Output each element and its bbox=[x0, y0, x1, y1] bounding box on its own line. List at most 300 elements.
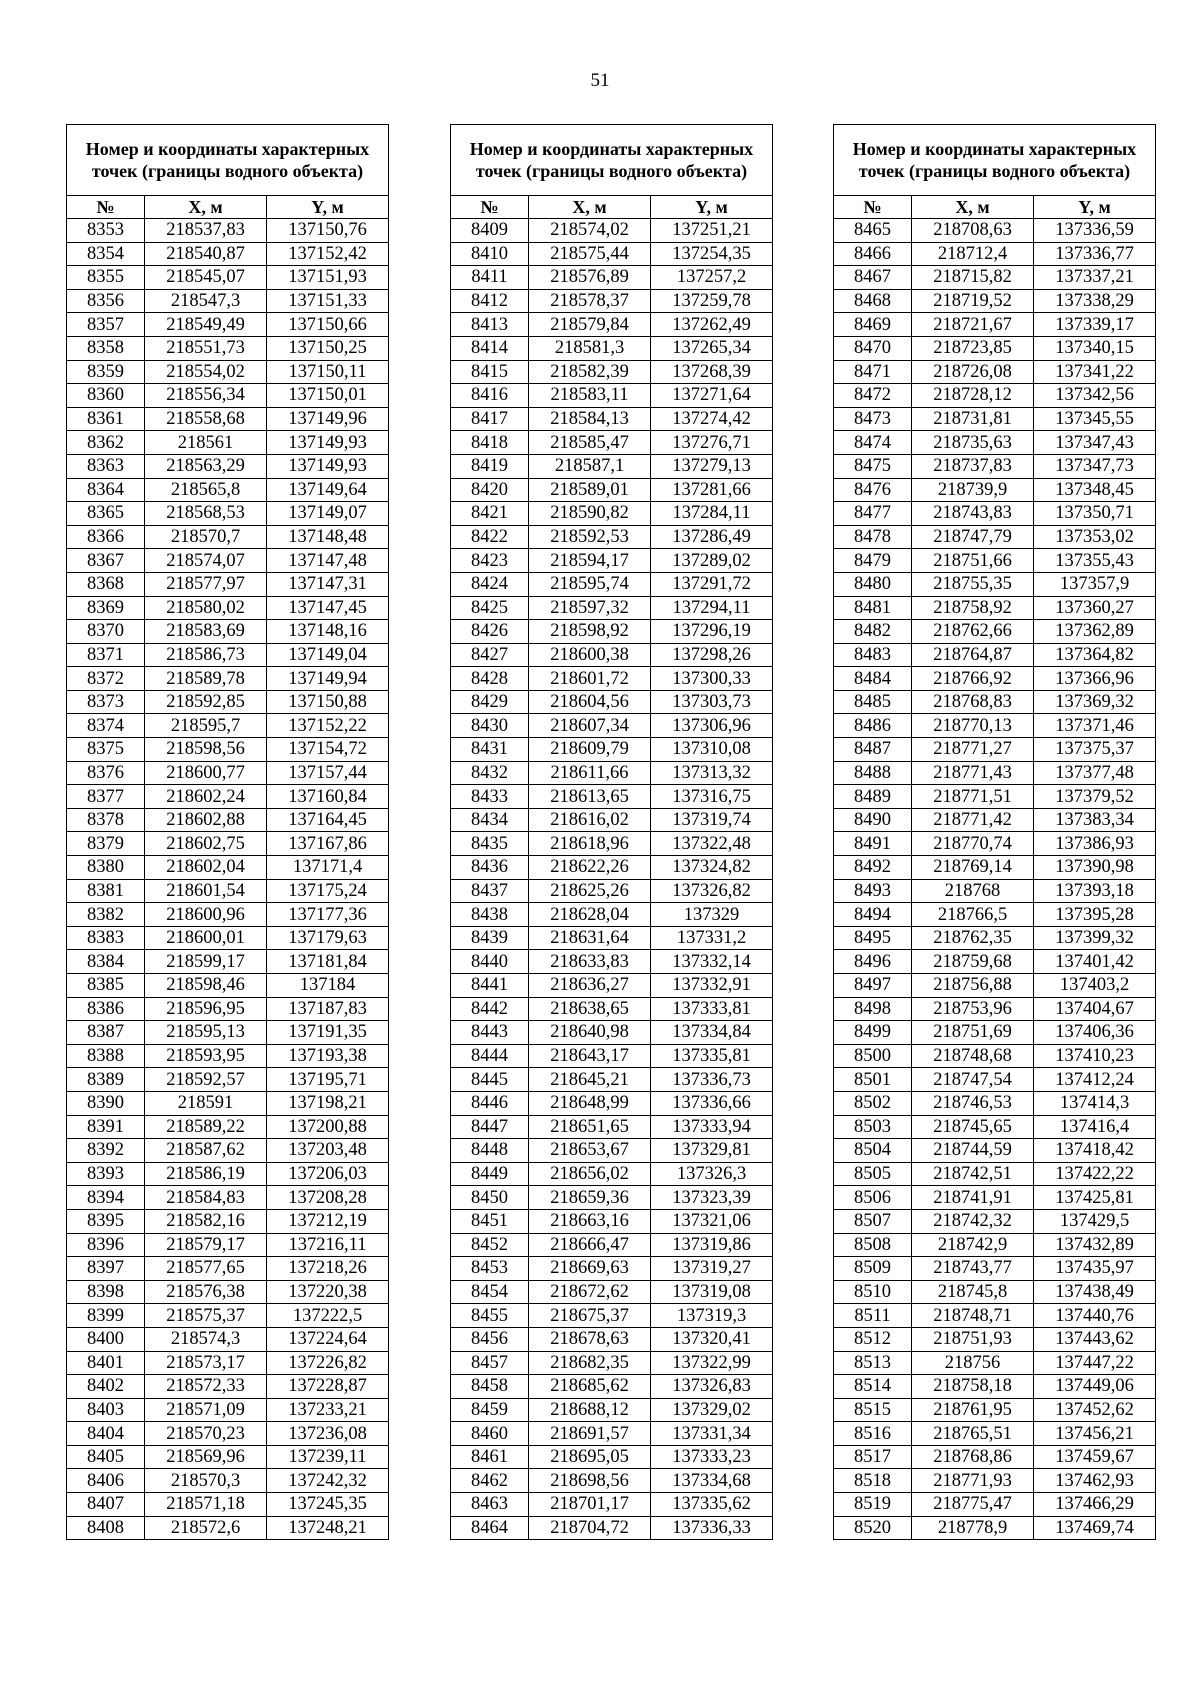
y-coordinate-cell: 137160,84 bbox=[267, 785, 389, 809]
table-row bbox=[67, 242, 389, 266]
x-coordinate-cell: 218580,02 bbox=[145, 596, 267, 620]
table-row bbox=[834, 997, 1156, 1021]
table-row bbox=[67, 1115, 389, 1139]
point-number-cell: 8512 bbox=[834, 1327, 912, 1351]
point-number-cell: 8393 bbox=[67, 1162, 145, 1186]
point-number-cell: 8497 bbox=[834, 974, 912, 998]
x-coordinate-cell: 218545,07 bbox=[145, 266, 267, 290]
table-row bbox=[451, 738, 773, 762]
point-number-cell: 8421 bbox=[451, 502, 529, 526]
y-coordinate-cell: 137333,23 bbox=[651, 1445, 773, 1469]
x-coordinate-cell: 218574,07 bbox=[145, 549, 267, 573]
x-coordinate-cell: 218669,63 bbox=[529, 1257, 651, 1281]
y-coordinate-cell: 137226,82 bbox=[267, 1351, 389, 1375]
x-coordinate-cell: 218576,89 bbox=[529, 266, 651, 290]
y-coordinate-cell: 137208,28 bbox=[267, 1186, 389, 1210]
x-coordinate-cell: 218595,7 bbox=[145, 714, 267, 738]
y-coordinate-cell: 137147,45 bbox=[267, 596, 389, 620]
x-coordinate-cell: 218745,65 bbox=[912, 1115, 1034, 1139]
point-number-cell: 8419 bbox=[451, 454, 529, 478]
point-number-cell: 8389 bbox=[67, 1068, 145, 1092]
x-coordinate-cell: 218622,26 bbox=[529, 856, 651, 880]
point-number-cell: 8439 bbox=[451, 926, 529, 950]
y-coordinate-cell: 137147,48 bbox=[267, 549, 389, 573]
x-coordinate-cell: 218645,21 bbox=[529, 1068, 651, 1092]
point-number-cell: 8470 bbox=[834, 336, 912, 360]
point-number-cell: 8416 bbox=[451, 384, 529, 408]
x-coordinate-cell: 218768 bbox=[912, 879, 1034, 903]
table-row bbox=[451, 808, 773, 832]
table-row bbox=[451, 997, 773, 1021]
table-row bbox=[834, 620, 1156, 644]
table-row bbox=[451, 242, 773, 266]
y-coordinate-cell: 137360,27 bbox=[1034, 596, 1156, 620]
table-row bbox=[834, 1280, 1156, 1304]
point-number-cell: 8410 bbox=[451, 242, 529, 266]
x-coordinate-cell: 218582,39 bbox=[529, 360, 651, 384]
table-row bbox=[834, 1115, 1156, 1139]
y-coordinate-cell: 137239,11 bbox=[267, 1445, 389, 1469]
coordinates-table-3 bbox=[833, 124, 1156, 1540]
point-number-cell: 8508 bbox=[834, 1233, 912, 1257]
table-row bbox=[451, 336, 773, 360]
table-row bbox=[67, 313, 389, 337]
y-coordinate-cell: 137371,46 bbox=[1034, 714, 1156, 738]
y-coordinate-cell: 137395,28 bbox=[1034, 903, 1156, 927]
x-coordinate-cell: 218571,09 bbox=[145, 1398, 267, 1422]
y-coordinate-cell: 137336,33 bbox=[651, 1516, 773, 1540]
point-number-cell: 8492 bbox=[834, 856, 912, 880]
point-number-cell: 8432 bbox=[451, 761, 529, 785]
x-coordinate-cell: 218563,29 bbox=[145, 454, 267, 478]
x-coordinate-cell: 218589,22 bbox=[145, 1115, 267, 1139]
x-coordinate-cell: 218570,23 bbox=[145, 1422, 267, 1446]
point-number-cell: 8369 bbox=[67, 596, 145, 620]
point-number-cell: 8367 bbox=[67, 549, 145, 573]
y-coordinate-cell: 137338,29 bbox=[1034, 289, 1156, 313]
table-row bbox=[451, 431, 773, 455]
point-number-cell: 8446 bbox=[451, 1091, 529, 1115]
point-number-cell: 8370 bbox=[67, 620, 145, 644]
x-coordinate-cell: 218601,54 bbox=[145, 879, 267, 903]
y-coordinate-cell: 137357,9 bbox=[1034, 572, 1156, 596]
point-number-cell: 8454 bbox=[451, 1280, 529, 1304]
x-coordinate-cell: 218577,65 bbox=[145, 1257, 267, 1281]
point-number-cell: 8359 bbox=[67, 360, 145, 384]
y-coordinate-cell: 137414,3 bbox=[1034, 1091, 1156, 1115]
table-row bbox=[67, 1186, 389, 1210]
table-row bbox=[834, 1068, 1156, 1092]
table-row bbox=[67, 502, 389, 526]
column-header-number: № bbox=[451, 196, 529, 219]
x-coordinate-cell: 218747,79 bbox=[912, 525, 1034, 549]
point-number-cell: 8505 bbox=[834, 1162, 912, 1186]
y-coordinate-cell: 137179,63 bbox=[267, 926, 389, 950]
table-row bbox=[834, 313, 1156, 337]
table-row bbox=[834, 525, 1156, 549]
point-number-cell: 8404 bbox=[67, 1422, 145, 1446]
point-number-cell: 8403 bbox=[67, 1398, 145, 1422]
point-number-cell: 8489 bbox=[834, 785, 912, 809]
table-row bbox=[834, 808, 1156, 832]
y-coordinate-cell: 137337,21 bbox=[1034, 266, 1156, 290]
table-row bbox=[67, 336, 389, 360]
table-row bbox=[67, 1398, 389, 1422]
point-number-cell: 8385 bbox=[67, 974, 145, 998]
x-coordinate-cell: 218723,85 bbox=[912, 336, 1034, 360]
y-coordinate-cell: 137149,04 bbox=[267, 643, 389, 667]
x-coordinate-cell: 218640,98 bbox=[529, 1021, 651, 1045]
table-row bbox=[67, 879, 389, 903]
x-coordinate-cell: 218574,3 bbox=[145, 1327, 267, 1351]
point-number-cell: 8354 bbox=[67, 242, 145, 266]
x-coordinate-cell: 218756,88 bbox=[912, 974, 1034, 998]
table-row bbox=[67, 1422, 389, 1446]
table-row bbox=[451, 903, 773, 927]
table-row bbox=[67, 620, 389, 644]
table-row bbox=[834, 1516, 1156, 1540]
point-number-cell: 8412 bbox=[451, 289, 529, 313]
table-row bbox=[451, 1257, 773, 1281]
point-number-cell: 8487 bbox=[834, 738, 912, 762]
x-coordinate-cell: 218625,26 bbox=[529, 879, 651, 903]
y-coordinate-cell: 137350,71 bbox=[1034, 502, 1156, 526]
table-row bbox=[451, 1186, 773, 1210]
x-coordinate-cell: 218595,74 bbox=[529, 572, 651, 596]
x-coordinate-cell: 218598,92 bbox=[529, 620, 651, 644]
y-coordinate-cell: 137149,07 bbox=[267, 502, 389, 526]
y-coordinate-cell: 137286,49 bbox=[651, 525, 773, 549]
y-coordinate-cell: 137326,3 bbox=[651, 1162, 773, 1186]
point-number-cell: 8518 bbox=[834, 1469, 912, 1493]
point-number-cell: 8386 bbox=[67, 997, 145, 1021]
y-coordinate-cell: 137425,81 bbox=[1034, 1186, 1156, 1210]
x-coordinate-cell: 218600,77 bbox=[145, 761, 267, 785]
point-number-cell: 8380 bbox=[67, 856, 145, 880]
point-number-cell: 8408 bbox=[67, 1516, 145, 1540]
table-row bbox=[834, 643, 1156, 667]
point-number-cell: 8363 bbox=[67, 454, 145, 478]
point-number-cell: 8398 bbox=[67, 1280, 145, 1304]
point-number-cell: 8374 bbox=[67, 714, 145, 738]
point-number-cell: 8405 bbox=[67, 1445, 145, 1469]
x-coordinate-cell: 218726,08 bbox=[912, 360, 1034, 384]
table-row bbox=[67, 667, 389, 691]
table-row bbox=[67, 1327, 389, 1351]
point-number-cell: 8364 bbox=[67, 478, 145, 502]
table-row bbox=[834, 266, 1156, 290]
x-coordinate-cell: 218596,95 bbox=[145, 997, 267, 1021]
x-coordinate-cell: 218628,04 bbox=[529, 903, 651, 927]
table-row bbox=[67, 1139, 389, 1163]
x-coordinate-cell: 218570,3 bbox=[145, 1469, 267, 1493]
x-coordinate-cell: 218651,65 bbox=[529, 1115, 651, 1139]
point-number-cell: 8422 bbox=[451, 525, 529, 549]
table-row bbox=[451, 667, 773, 691]
x-coordinate-cell: 218586,73 bbox=[145, 643, 267, 667]
table-row bbox=[834, 1422, 1156, 1446]
x-coordinate-cell: 218638,65 bbox=[529, 997, 651, 1021]
x-coordinate-cell: 218663,16 bbox=[529, 1209, 651, 1233]
table-row bbox=[451, 1044, 773, 1068]
y-coordinate-cell: 137319,74 bbox=[651, 808, 773, 832]
point-number-cell: 8510 bbox=[834, 1280, 912, 1304]
point-number-cell: 8376 bbox=[67, 761, 145, 785]
point-number-cell: 8455 bbox=[451, 1304, 529, 1328]
table-row bbox=[67, 1257, 389, 1281]
y-coordinate-cell: 137291,72 bbox=[651, 572, 773, 596]
table-row bbox=[834, 1398, 1156, 1422]
point-number-cell: 8453 bbox=[451, 1257, 529, 1281]
table-row bbox=[451, 1327, 773, 1351]
x-coordinate-cell: 218715,82 bbox=[912, 266, 1034, 290]
point-number-cell: 8406 bbox=[67, 1469, 145, 1493]
column-header-x: X, м bbox=[529, 196, 651, 219]
x-coordinate-cell: 218712,4 bbox=[912, 242, 1034, 266]
point-number-cell: 8384 bbox=[67, 950, 145, 974]
x-coordinate-cell: 218719,52 bbox=[912, 289, 1034, 313]
x-coordinate-cell: 218594,17 bbox=[529, 549, 651, 573]
point-number-cell: 8358 bbox=[67, 336, 145, 360]
point-number-cell: 8420 bbox=[451, 478, 529, 502]
y-coordinate-cell: 137347,73 bbox=[1034, 454, 1156, 478]
point-number-cell: 8452 bbox=[451, 1233, 529, 1257]
x-coordinate-cell: 218584,13 bbox=[529, 407, 651, 431]
table-row bbox=[451, 407, 773, 431]
point-number-cell: 8445 bbox=[451, 1068, 529, 1092]
x-coordinate-cell: 218748,68 bbox=[912, 1044, 1034, 1068]
x-coordinate-cell: 218653,67 bbox=[529, 1139, 651, 1163]
table-row bbox=[451, 1162, 773, 1186]
x-coordinate-cell: 218636,27 bbox=[529, 974, 651, 998]
table-row bbox=[834, 360, 1156, 384]
point-number-cell: 8438 bbox=[451, 903, 529, 927]
x-coordinate-cell: 218556,34 bbox=[145, 384, 267, 408]
y-coordinate-cell: 137324,82 bbox=[651, 856, 773, 880]
page-number: 51 bbox=[590, 70, 610, 91]
y-coordinate-cell: 137456,21 bbox=[1034, 1422, 1156, 1446]
y-coordinate-cell: 137329,02 bbox=[651, 1398, 773, 1422]
x-coordinate-cell: 218618,96 bbox=[529, 832, 651, 856]
y-coordinate-cell: 137200,88 bbox=[267, 1115, 389, 1139]
y-coordinate-cell: 137348,45 bbox=[1034, 478, 1156, 502]
table-row bbox=[834, 596, 1156, 620]
table-row bbox=[67, 997, 389, 1021]
x-coordinate-cell: 218688,12 bbox=[529, 1398, 651, 1422]
table-row bbox=[451, 596, 773, 620]
point-number-cell: 8520 bbox=[834, 1516, 912, 1540]
table-row bbox=[451, 1091, 773, 1115]
y-coordinate-cell: 137152,42 bbox=[267, 242, 389, 266]
y-coordinate-cell: 137157,44 bbox=[267, 761, 389, 785]
table-row bbox=[834, 1209, 1156, 1233]
point-number-cell: 8378 bbox=[67, 808, 145, 832]
table-row bbox=[451, 926, 773, 950]
table-row bbox=[834, 714, 1156, 738]
y-coordinate-cell: 137218,26 bbox=[267, 1257, 389, 1281]
table-row bbox=[834, 407, 1156, 431]
y-coordinate-cell: 137462,93 bbox=[1034, 1469, 1156, 1493]
x-coordinate-cell: 218607,34 bbox=[529, 714, 651, 738]
y-coordinate-cell: 137198,21 bbox=[267, 1091, 389, 1115]
y-coordinate-cell: 137321,06 bbox=[651, 1209, 773, 1233]
point-number-cell: 8516 bbox=[834, 1422, 912, 1446]
y-coordinate-cell: 137150,66 bbox=[267, 313, 389, 337]
table-row bbox=[67, 832, 389, 856]
table-group-header: Номер и координаты характерных точек (границы водного объекта) bbox=[834, 125, 1156, 196]
y-coordinate-cell: 137236,08 bbox=[267, 1422, 389, 1446]
table-row bbox=[451, 714, 773, 738]
table-row bbox=[451, 1422, 773, 1446]
x-coordinate-cell: 218554,02 bbox=[145, 360, 267, 384]
point-number-cell: 8472 bbox=[834, 384, 912, 408]
point-number-cell: 8449 bbox=[451, 1162, 529, 1186]
table-row bbox=[451, 1351, 773, 1375]
point-number-cell: 8493 bbox=[834, 879, 912, 903]
y-coordinate-cell: 137150,76 bbox=[267, 219, 389, 243]
point-number-cell: 8411 bbox=[451, 266, 529, 290]
y-coordinate-cell: 137296,19 bbox=[651, 620, 773, 644]
point-number-cell: 8499 bbox=[834, 1021, 912, 1045]
point-number-cell: 8477 bbox=[834, 502, 912, 526]
point-number-cell: 8366 bbox=[67, 525, 145, 549]
table-row bbox=[834, 502, 1156, 526]
x-coordinate-cell: 218745,8 bbox=[912, 1280, 1034, 1304]
point-number-cell: 8457 bbox=[451, 1351, 529, 1375]
table-row bbox=[834, 549, 1156, 573]
y-coordinate-cell: 137322,99 bbox=[651, 1351, 773, 1375]
table-row bbox=[834, 1304, 1156, 1328]
x-coordinate-cell: 218551,73 bbox=[145, 336, 267, 360]
y-coordinate-cell: 137284,11 bbox=[651, 502, 773, 526]
table-row bbox=[834, 832, 1156, 856]
y-coordinate-cell: 137323,39 bbox=[651, 1186, 773, 1210]
y-coordinate-cell: 137375,37 bbox=[1034, 738, 1156, 762]
y-coordinate-cell: 137340,15 bbox=[1034, 336, 1156, 360]
table-row bbox=[834, 667, 1156, 691]
x-coordinate-cell: 218537,83 bbox=[145, 219, 267, 243]
y-coordinate-cell: 137319,08 bbox=[651, 1280, 773, 1304]
x-coordinate-cell: 218613,65 bbox=[529, 785, 651, 809]
y-coordinate-cell: 137306,96 bbox=[651, 714, 773, 738]
table-row bbox=[451, 1233, 773, 1257]
y-coordinate-cell: 137364,82 bbox=[1034, 643, 1156, 667]
column-header-x: X, м bbox=[912, 196, 1034, 219]
y-coordinate-cell: 137216,11 bbox=[267, 1233, 389, 1257]
point-number-cell: 8471 bbox=[834, 360, 912, 384]
y-coordinate-cell: 137326,83 bbox=[651, 1375, 773, 1399]
table-row bbox=[451, 950, 773, 974]
point-number-cell: 8391 bbox=[67, 1115, 145, 1139]
point-number-cell: 8381 bbox=[67, 879, 145, 903]
point-number-cell: 8466 bbox=[834, 242, 912, 266]
point-number-cell: 8491 bbox=[834, 832, 912, 856]
y-coordinate-cell: 137447,22 bbox=[1034, 1351, 1156, 1375]
x-coordinate-cell: 218582,16 bbox=[145, 1209, 267, 1233]
point-number-cell: 8382 bbox=[67, 903, 145, 927]
x-coordinate-cell: 218743,77 bbox=[912, 1257, 1034, 1281]
y-coordinate-cell: 137147,31 bbox=[267, 572, 389, 596]
table-row bbox=[67, 1516, 389, 1540]
y-coordinate-cell: 137412,24 bbox=[1034, 1068, 1156, 1092]
x-coordinate-cell: 218731,81 bbox=[912, 407, 1034, 431]
point-number-cell: 8476 bbox=[834, 478, 912, 502]
y-coordinate-cell: 137435,97 bbox=[1034, 1257, 1156, 1281]
point-number-cell: 8447 bbox=[451, 1115, 529, 1139]
table-group-header: Номер и координаты характерных точек (границы водного объекта) bbox=[67, 125, 389, 196]
x-coordinate-cell: 218565,8 bbox=[145, 478, 267, 502]
table-row bbox=[834, 879, 1156, 903]
y-coordinate-cell: 137212,19 bbox=[267, 1209, 389, 1233]
y-coordinate-cell: 137335,81 bbox=[651, 1044, 773, 1068]
y-coordinate-cell: 137429,5 bbox=[1034, 1209, 1156, 1233]
table-row bbox=[834, 738, 1156, 762]
y-coordinate-cell: 137259,78 bbox=[651, 289, 773, 313]
table-row bbox=[67, 596, 389, 620]
x-coordinate-cell: 218540,87 bbox=[145, 242, 267, 266]
point-number-cell: 8481 bbox=[834, 596, 912, 620]
x-coordinate-cell: 218604,56 bbox=[529, 690, 651, 714]
table-row bbox=[67, 289, 389, 313]
table-row bbox=[834, 336, 1156, 360]
y-coordinate-cell: 137459,67 bbox=[1034, 1445, 1156, 1469]
point-number-cell: 8509 bbox=[834, 1257, 912, 1281]
x-coordinate-cell: 218592,85 bbox=[145, 690, 267, 714]
y-coordinate-cell: 137150,88 bbox=[267, 690, 389, 714]
y-coordinate-cell: 137366,96 bbox=[1034, 667, 1156, 691]
x-coordinate-cell: 218742,51 bbox=[912, 1162, 1034, 1186]
table-row bbox=[451, 289, 773, 313]
y-coordinate-cell: 137469,74 bbox=[1034, 1516, 1156, 1540]
point-number-cell: 8426 bbox=[451, 620, 529, 644]
point-number-cell: 8371 bbox=[67, 643, 145, 667]
x-coordinate-cell: 218585,47 bbox=[529, 431, 651, 455]
table-row bbox=[67, 1469, 389, 1493]
table-row bbox=[451, 832, 773, 856]
x-coordinate-cell: 218558,68 bbox=[145, 407, 267, 431]
x-coordinate-cell: 218561 bbox=[145, 431, 267, 455]
table-row bbox=[834, 785, 1156, 809]
point-number-cell: 8424 bbox=[451, 572, 529, 596]
point-number-cell: 8462 bbox=[451, 1469, 529, 1493]
point-number-cell: 8368 bbox=[67, 572, 145, 596]
table-row bbox=[451, 879, 773, 903]
table-row bbox=[67, 1493, 389, 1517]
x-coordinate-cell: 218575,44 bbox=[529, 242, 651, 266]
point-number-cell: 8417 bbox=[451, 407, 529, 431]
point-number-cell: 8395 bbox=[67, 1209, 145, 1233]
y-coordinate-cell: 137149,94 bbox=[267, 667, 389, 691]
y-coordinate-cell: 137452,62 bbox=[1034, 1398, 1156, 1422]
x-coordinate-cell: 218691,57 bbox=[529, 1422, 651, 1446]
table-row bbox=[834, 1257, 1156, 1281]
point-number-cell: 8465 bbox=[834, 219, 912, 243]
y-coordinate-cell: 137332,91 bbox=[651, 974, 773, 998]
x-coordinate-cell: 218701,17 bbox=[529, 1493, 651, 1517]
y-coordinate-cell: 137195,71 bbox=[267, 1068, 389, 1092]
point-number-cell: 8496 bbox=[834, 950, 912, 974]
table-row bbox=[451, 478, 773, 502]
table-row bbox=[834, 478, 1156, 502]
y-coordinate-cell: 137222,5 bbox=[267, 1304, 389, 1328]
column-header-y: Y, м bbox=[1034, 196, 1156, 219]
x-coordinate-cell: 218704,72 bbox=[529, 1516, 651, 1540]
point-number-cell: 8418 bbox=[451, 431, 529, 455]
point-number-cell: 8490 bbox=[834, 808, 912, 832]
x-coordinate-cell: 218758,92 bbox=[912, 596, 1034, 620]
x-coordinate-cell: 218611,66 bbox=[529, 761, 651, 785]
x-coordinate-cell: 218748,71 bbox=[912, 1304, 1034, 1328]
